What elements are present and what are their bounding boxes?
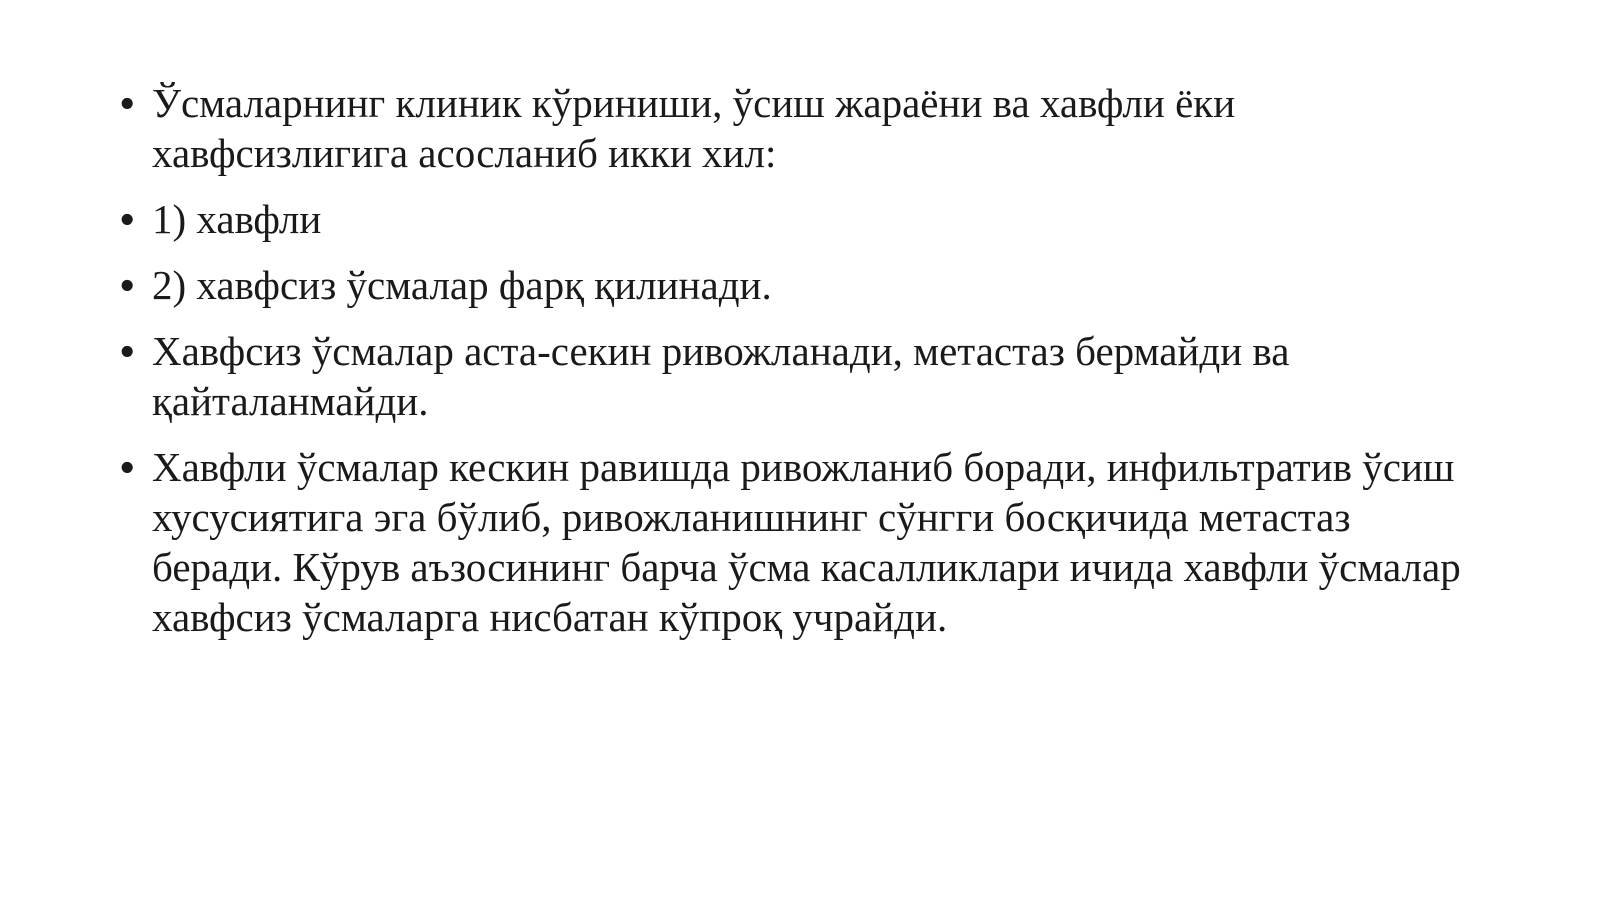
bullet-item-1 <box>120 78 1480 178</box>
bullet-text: Ўсмаларнинг клиник кўриниши, ўсиш жараёни ва хавфли ёки хавфсизлигига асосланиб икки хил: <box>152 80 1236 176</box>
bullet-text: Хавфли ўсмалар кескин равишда ривожланиб боради, инфильтратив ўсиш хусусиятига эга бўлиб, ривожланишнинг сўнгги босқичида метастаз беради. Кўрув аъзосининг барча ўсма касалликлари ичида хавфли ўсмалар хавфсиз ўсмаларга нисбатан кўпроқ учрайди. <box>152 444 1461 640</box>
bullet-icon: • <box>120 196 135 242</box>
bullet-icon: • <box>120 80 135 126</box>
bullet-item-4 <box>120 326 1480 426</box>
bullet-icon: • <box>120 328 135 374</box>
bullet-text: 1) хавфли <box>152 196 322 242</box>
bullet-text: Хавфсиз ўсмалар аста-секин ривожланади, метастаз бермайди ва қайталанмайди. <box>152 328 1290 424</box>
bullet-item-2 <box>120 194 1480 244</box>
bullet-icon: • <box>120 262 135 308</box>
bullet-list <box>120 78 1480 658</box>
bullet-icon: • <box>120 444 135 490</box>
bullet-text: 2) хавфсиз ўсмалар фарқ қилинади. <box>152 262 772 308</box>
bullet-item-3 <box>120 260 1480 310</box>
bullet-item-5 <box>120 442 1480 642</box>
